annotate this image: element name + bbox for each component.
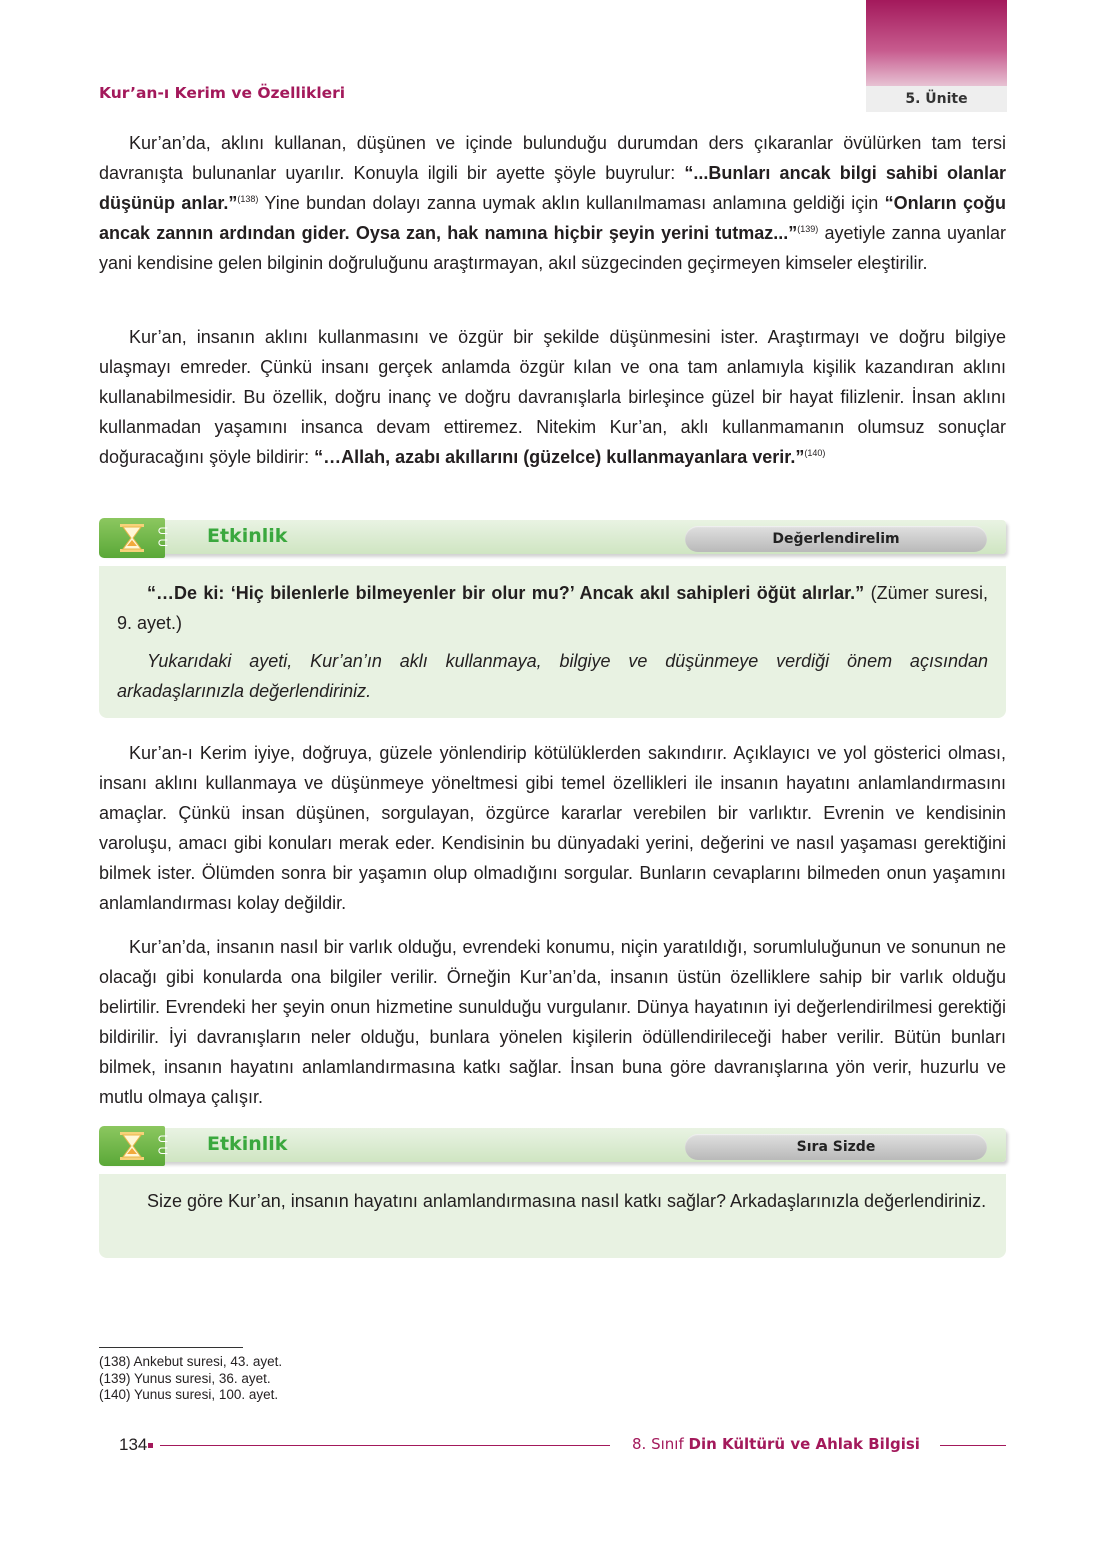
hourglass-icon: [119, 1132, 145, 1160]
activity-text: Size göre Kur’an, insanın hayatını anlamlandırmasına nasıl katkı sağlar? Arkadaşlarınızla değerlendiriniz.: [147, 1191, 987, 1211]
activity-body-1: [99, 566, 1006, 718]
activity-body-2: [99, 1174, 1006, 1258]
activity-tag: Sıra Sizde: [685, 1134, 987, 1160]
activity-title: Etkinlik: [207, 1133, 288, 1155]
section-title: Kur’an-ı Kerim ve Özellikleri: [99, 84, 346, 102]
paragraph-3: Kur’an-ı Kerim iyiye, doğruya, güzele yönlendirip kötülüklerden sakındırır. Açıklayıcı ve yol gösterici olması, insanı aklını kullanmaya ve düşünmeye yöneltmesi gibi temel özellikleri ile insanın hayatını anlamlandırmasını amaçlar. Çünkü insan düşünen, sorgulayan, özgürce kararlar verebilen bir varlıktır. Evrenin ve kendisinin varoluşu, amacı gibi konuları merak eder. Kendisinin bu dünyadaki yerini, değerini ve nasıl yaşaması gerektiğini bilmek ister. Ölümden sonra bir yaşamın olup olmadığını sorgular. Bunların cevaplarını bilmeden onun yaşamını anlamlandırması kolay değildir.: [99, 743, 1006, 913]
activity-icon-box: [99, 1126, 165, 1166]
book-title: 8. Sınıf Din Kültürü ve Ahlak Bilgisi: [632, 1435, 920, 1453]
footnote: (138) Ankebut suresi, 43. ayet.: [99, 1354, 283, 1369]
footnote: (139) Yunus suresi, 36. ayet.: [99, 1370, 271, 1386]
activity-tag: Değerlendirelim: [685, 526, 987, 552]
paragraph-1: Kur’an’da, aklını kullanan, düşünen ve içinde bulunduğu durumdan ders çıkaranlar övülürken tam tersi davranışta bulunanlar uyarılır. Konuyla ilgili bir ayette şöyle buyrulur: “...Bunları ancak bilgi sahibi olanlar düşünüp anlar.”$^{(138)}$ Yine bundan dolayı zanna uymak aklın kullanılmaması anlamına geldiği için “Onların çoğu ancak zannın ardından gider. Oysa zan, hak namına hiçbir şeyin yerini tutmaz...”$^{(139)}$ ayetiyle zanna uyanlar yani kendisine gelen bilginin doğruluğunu araştırmayan, akıl süzgecinden geçirmeyen kimseler eleştirilir.: [99, 133, 1006, 273]
footer-rule: [160, 1445, 610, 1446]
hourglass-icon: [119, 524, 145, 552]
ring-binder-icon: ⊂ ⊂: [157, 522, 169, 550]
unit-label: 5. Ünite: [866, 86, 1007, 112]
activity-title: Etkinlik: [207, 525, 288, 547]
activity-verse: “…De ki: ‘Hiç bilenlerle bilmeyenler bir olur mu?’ Ancak akıl sahipleri öğüt alırlar.” (Zümer suresi, 9. ayet.): [117, 583, 988, 633]
paragraph-4: Kur’an’da, insanın nasıl bir varlık olduğu, evrendeki konumu, niçin yaratıldığı, sorumluluğunun ve sonunun ne olacağı gibi konularda ona bilgiler verilir. Örneğin Kur’an’da, insanın üstün özelliklere sahip bir varlık olduğu belirtilir. Evrendeki her şeyin onun hizmetine sunulduğu vurgulanır. Dünya hayatının iyi değerlendirilmesi gerektiği bildirilir. İyi davranışların neler olduğu, bunlara yönelen kişilerin ödüllendirileceği haber verilir. Bütün bunları bilmek, insanın hayatını anlamlandırmasına katkı sağlar. İnsan buna göre davranışlarına yön verir, huzurlu ve mutlu olmaya çalışır.: [99, 937, 1006, 1107]
ring-binder-icon: ⊂ ⊂: [157, 1130, 169, 1158]
activity-instruction: Yukarıdaki ayeti, Kur’an’ın aklı kullanmaya, bilgiye ve düşünmeye verdiği önem açısından arkadaşlarınızla değerlendiriniz.: [117, 651, 988, 701]
footnote: (140) Yunus suresi, 100. ayet.: [99, 1387, 279, 1402]
paragraph-2-block: [99, 322, 1006, 472]
paragraph-4-block: [99, 932, 1006, 1112]
footer-dot: [148, 1443, 153, 1448]
paragraph-1-block: [99, 128, 1006, 278]
footnotes: [99, 1354, 282, 1404]
paragraph-2: Kur’an, insanın aklını kullanmasını ve özgür bir şekilde düşünmesini ister. Araştırmayı ve doğru bilgiye ulaşmayı emreder. Çünkü insanı gerçek anlamda özgür kılan ve ona tam anlamıyla kişilik kazandıran aklını kullanabilmesidir. Bu özellik, doğru inanç ve doğru davranışlarla birleşince güzel bir hayat filizlenir. İnsan aklını kullanmadan yaşamını insanca devam ettiremez. Nitekim Kur’an, aklı kullanmamanın olumsuz sonuçlar doğuracağını şöyle bildirir: “…Allah, azabı akıllarını (güzelce) kullanmayanlara verir.”$^{(140)}$: [99, 327, 1006, 467]
activity-icon-box: [99, 518, 165, 558]
activity-header-1: [99, 518, 1006, 560]
footnote-rule: [99, 1347, 243, 1348]
unit-tab: [866, 0, 1007, 112]
footer-rule: [940, 1445, 1006, 1446]
paragraph-3-block: [99, 738, 1006, 918]
page-number: 134: [119, 1435, 148, 1454]
activity-header-2: [99, 1126, 1006, 1168]
